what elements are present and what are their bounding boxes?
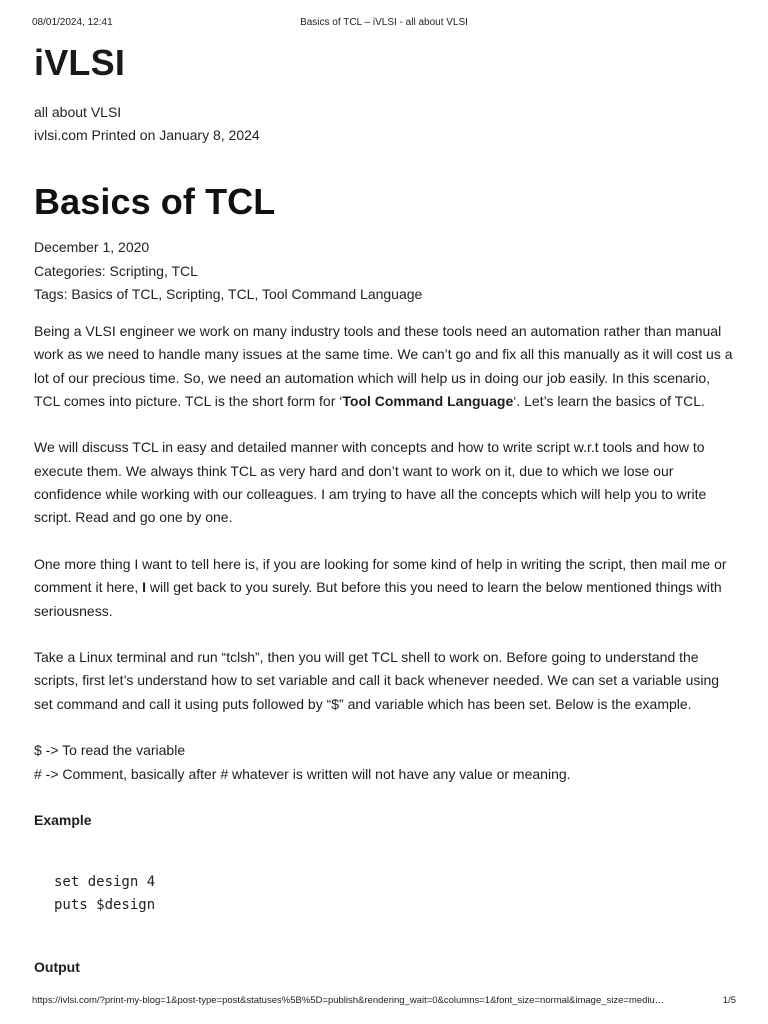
tool-command-language-bold: Tool Command Language xyxy=(342,392,514,409)
post-body xyxy=(34,320,738,979)
post-tags: Tags: Basics of TCL, Scripting, TCL, Tool Command Language xyxy=(34,286,423,302)
note-hash: # -> Comment, basically after # whatever is written will not have any value or meaning. xyxy=(34,765,571,782)
example-label: Example xyxy=(34,812,92,829)
site-meta xyxy=(34,101,260,147)
code-line: set design 4 xyxy=(54,873,156,890)
output-label: Output xyxy=(34,958,80,975)
paragraph-tclsh: Take a Linux terminal and run “tclsh”, then you will get TCL shell to work on. Before going to understand the scripts, first let’s understand how to set variable and call it back whenever needed. We can set a variable using set command and call it using puts followed by “$” and variable which has been set. Below is the example. xyxy=(34,649,720,712)
code-block[interactable] xyxy=(54,871,738,918)
paragraph-discuss: We will discuss TCL in easy and detailed manner with concepts and how to write script w.r.t tools and how to execute them. We always think TCL as very hard and don’t want to work on it, due to which we lose our confidence while working with our colleagues. I am trying to have all the concepts which will help you to write script. Read and go one by one. xyxy=(34,439,707,526)
print-footer xyxy=(32,995,736,1009)
print-page-title: Basics of TCL – iVLSI - all about VLSI xyxy=(300,17,468,28)
printed-date: ivlsi.com Printed on January 8, 2024 xyxy=(34,127,260,143)
site-title[interactable]: iVLSI xyxy=(34,42,126,83)
paragraph-help-tail: will get back to you surely. But before this you need to learn the below mentioned things with seriousness. xyxy=(34,579,722,619)
post-categories: Categories: Scripting, TCL xyxy=(34,262,198,279)
notes xyxy=(34,739,738,786)
post-meta xyxy=(34,236,422,307)
paragraph-intro-tail: ‘. Let’s learn the basics of TCL. xyxy=(513,392,705,409)
paragraph-intro-text: Being a VLSI engineer we work on many industry tools and these tools need an automation rather than manual work as we need to handle many issues at the same time. We can’t go and fix all this manually as it will cost us a lot of our precious time. So, we need an automation which will help us in doing our job easily. In this scenario, TCL comes into picture. TCL is the short form for ‘ xyxy=(34,323,733,409)
paragraph-help-bold: I xyxy=(142,579,147,596)
post-title: Basics of TCL xyxy=(34,181,276,222)
print-header xyxy=(32,17,736,31)
paragraph-intro xyxy=(34,320,738,413)
code-line: puts $design xyxy=(54,897,156,914)
print-url: https://ivlsi.com/?print-my-blog=1&post-type=post&statuses%5B%5D=publish&rendering_wait=0&columns=1&font_size=normal&image_size=mediu… xyxy=(32,995,665,1006)
print-datetime: 08/01/2024, 12:41 xyxy=(32,17,113,28)
site-tagline: all about VLSI xyxy=(34,104,122,120)
paragraph-help-text: One more thing I want to tell here is, if you are looking for some kind of help in writing the script, then mail me or comment it here, xyxy=(34,555,727,596)
note-dollar: $ -> To read the variable xyxy=(34,742,186,759)
post-date: December 1, 2020 xyxy=(34,239,150,255)
paragraph-help xyxy=(34,553,738,623)
page-number: 1/5 xyxy=(722,995,736,1006)
